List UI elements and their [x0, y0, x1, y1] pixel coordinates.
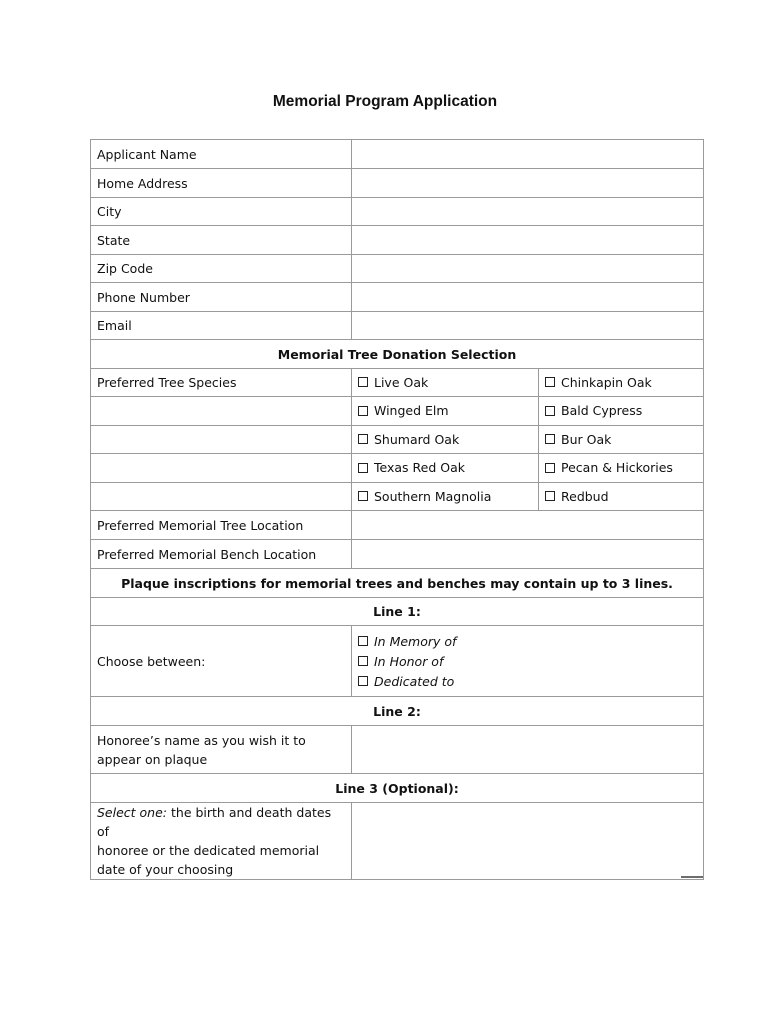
species-option[interactable]	[352, 454, 539, 483]
choice-option[interactable]	[358, 631, 697, 651]
form-row-tree-location	[91, 511, 704, 540]
line3-label-line: date of your choosing	[97, 862, 234, 877]
honoree-label-line: Honoree’s name as you wish it to	[97, 732, 306, 748]
line3-label-italic: Select one:	[97, 805, 168, 820]
species-row	[91, 426, 704, 454]
checkbox-icon[interactable]	[358, 434, 368, 444]
species-option-label: Winged Elm	[374, 403, 449, 419]
species-option-label: Texas Red Oak	[374, 460, 465, 476]
page-title: Memorial Program Application	[272, 93, 498, 110]
checkbox-icon[interactable]	[358, 406, 368, 416]
species-row	[91, 369, 704, 397]
checkbox-icon[interactable]	[358, 491, 368, 501]
field-label: Home Address	[91, 169, 352, 198]
species-option[interactable]	[539, 483, 704, 511]
field-label: Email	[91, 312, 352, 340]
species-option[interactable]	[352, 397, 539, 426]
form-row-home-address	[91, 169, 704, 198]
application-form-table	[90, 139, 704, 880]
empty-label-cell	[91, 454, 352, 483]
species-option[interactable]	[539, 397, 704, 426]
line2-heading: Line 2:	[91, 697, 704, 726]
line3-label-line: honoree or the dedicated memorial	[97, 843, 320, 858]
city-input[interactable]	[352, 198, 704, 226]
plaque-note: Plaque inscriptions for memorial trees and benches may contain up to 3 lines.	[91, 569, 704, 598]
form-row-state	[91, 226, 704, 255]
applicant-name-input[interactable]	[352, 140, 704, 169]
email-input[interactable]	[352, 312, 704, 340]
checkbox-icon[interactable]	[545, 463, 555, 473]
checkbox-icon[interactable]	[545, 491, 555, 501]
choice-option[interactable]	[358, 651, 697, 671]
choice-label: Dedicated to	[374, 673, 455, 689]
home-address-input[interactable]	[352, 169, 704, 198]
state-input[interactable]	[352, 226, 704, 255]
empty-label-cell	[91, 426, 352, 454]
choice-option[interactable]	[358, 671, 697, 691]
field-label: Preferred Memorial Tree Location	[91, 511, 352, 540]
phone-number-input[interactable]	[352, 283, 704, 312]
field-label: State	[91, 226, 352, 255]
species-option[interactable]	[539, 426, 704, 454]
line1-heading: Line 1:	[91, 598, 704, 626]
checkbox-icon[interactable]	[358, 463, 368, 473]
species-option-label: Southern Magnolia	[374, 488, 492, 504]
tree-section-heading: Memorial Tree Donation Selection	[91, 340, 704, 369]
species-row	[91, 483, 704, 511]
species-option[interactable]	[352, 369, 539, 397]
line3-label-line	[97, 803, 345, 841]
checkbox-icon[interactable]	[545, 434, 555, 444]
form-row-line1-choice	[91, 626, 704, 697]
form-row-applicant-name	[91, 140, 704, 169]
species-option-label: Chinkapin Oak	[561, 374, 652, 390]
line3-heading: Line 3 (Optional):	[91, 774, 704, 803]
checkbox-icon[interactable]	[358, 377, 368, 387]
form-row-line3	[91, 803, 704, 880]
checkbox-icon[interactable]	[545, 406, 555, 416]
form-row-phone-number	[91, 283, 704, 312]
species-option-label: Bald Cypress	[561, 403, 643, 419]
species-option-label: Shumard Oak	[374, 431, 460, 447]
empty-label-cell	[91, 483, 352, 511]
field-label: Zip Code	[91, 255, 352, 283]
species-option[interactable]	[539, 454, 704, 483]
line3-label-text: the birth and death dates of	[97, 805, 332, 839]
form-row-city	[91, 198, 704, 226]
page-corner-rule	[681, 876, 703, 878]
species-option[interactable]	[352, 483, 539, 511]
species-option[interactable]	[352, 426, 539, 454]
field-label: Applicant Name	[91, 140, 352, 169]
honoree-name-input[interactable]	[352, 726, 704, 774]
species-option-label: Bur Oak	[561, 431, 612, 447]
field-label: Preferred Memorial Bench Location	[91, 540, 352, 569]
line1-choices	[352, 626, 704, 697]
zip-code-input[interactable]	[352, 255, 704, 283]
bench-location-input[interactable]	[352, 540, 704, 569]
tree-location-input[interactable]	[352, 511, 704, 540]
line3-label	[91, 803, 352, 880]
species-option-label: Pecan & Hickories	[561, 460, 673, 476]
checkbox-icon[interactable]	[545, 377, 555, 387]
species-row	[91, 454, 704, 483]
checkbox-icon[interactable]	[358, 656, 368, 666]
choice-label: In Honor of	[374, 653, 444, 669]
field-label: City	[91, 198, 352, 226]
empty-label-cell	[91, 397, 352, 426]
form-row-zip-code	[91, 255, 704, 283]
species-option-label: Redbud	[561, 488, 609, 504]
honoree-label-line: appear on plaque	[97, 751, 208, 767]
species-option-label: Live Oak	[374, 374, 429, 390]
checkbox-icon[interactable]	[358, 676, 368, 686]
form-row-bench-location	[91, 540, 704, 569]
field-label: Phone Number	[91, 283, 352, 312]
choice-label: In Memory of	[374, 633, 457, 649]
species-label: Preferred Tree Species	[91, 369, 352, 397]
species-row	[91, 397, 704, 426]
form-row-honoree	[91, 726, 704, 774]
line3-input[interactable]	[352, 803, 704, 880]
choose-label: Choose between:	[91, 626, 352, 697]
checkbox-icon[interactable]	[358, 636, 368, 646]
honoree-label	[91, 726, 352, 774]
form-row-email	[91, 312, 704, 340]
species-option[interactable]	[539, 369, 704, 397]
